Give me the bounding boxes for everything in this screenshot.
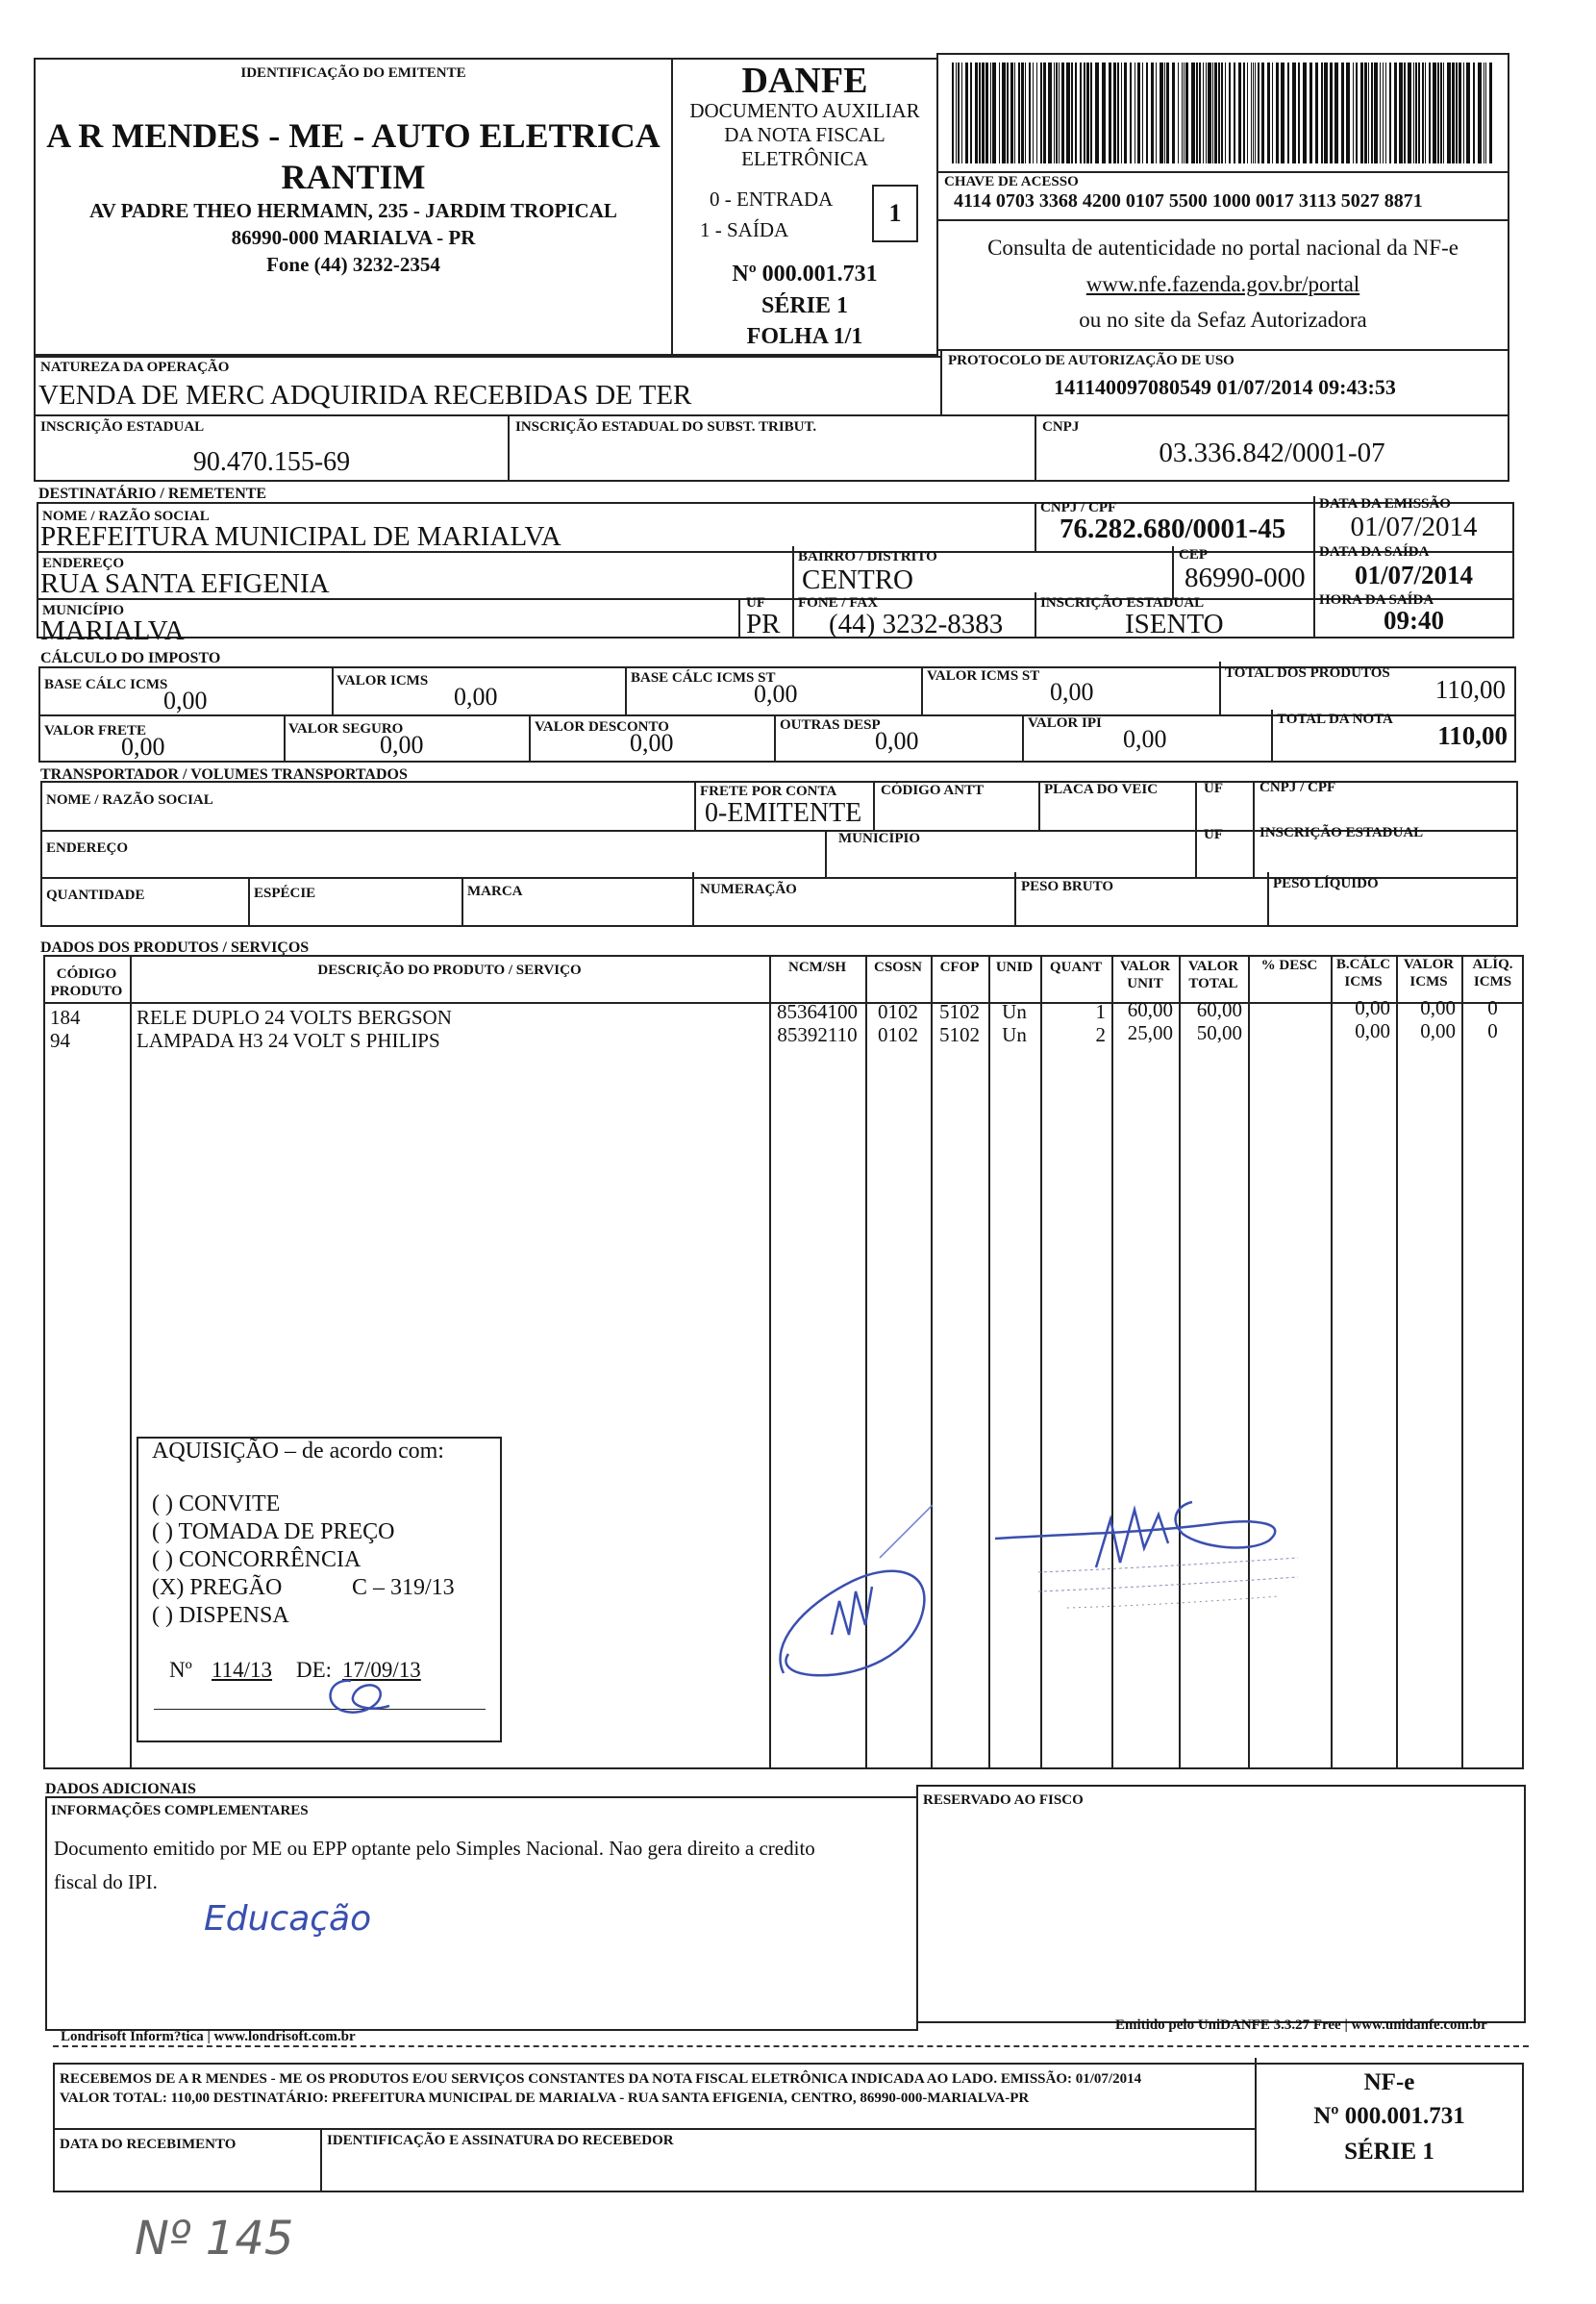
dest-bairro: CENTRO bbox=[802, 564, 913, 595]
dest-nome-label: NOME / RAZÃO SOCIAL bbox=[42, 509, 210, 524]
dest-endereco-label: ENDEREÇO bbox=[42, 556, 125, 571]
barcode-icon bbox=[952, 63, 1495, 163]
danfe-folha: FOLHA 1/1 bbox=[746, 324, 863, 349]
danfe-sub1: DOCUMENTO AUXILIAR bbox=[689, 99, 920, 122]
outras-label: OUTRAS DESP bbox=[780, 717, 881, 733]
total-prod: 110,00 bbox=[1434, 675, 1506, 704]
col-codigo-header: CÓDIGO PRODUTO bbox=[50, 966, 123, 999]
dest-fone: (44) 3232-8383 bbox=[829, 609, 1004, 639]
canhoto-numero: Nº 000.001.731 bbox=[1313, 2103, 1465, 2129]
valor-icms: 0,00 bbox=[454, 683, 498, 711]
info-line2: fiscal do IPI. bbox=[54, 1870, 158, 1893]
col-vunit-header: VALOR UNIT bbox=[1119, 959, 1171, 991]
desconto: 0,00 bbox=[630, 729, 674, 757]
dest-cep-label: CEP bbox=[1179, 547, 1208, 563]
col-csosn-header: CSOSN bbox=[873, 960, 923, 975]
dest-data-saida: 01/07/2014 bbox=[1354, 561, 1473, 589]
adicionais-section-label: DADOS ADICIONAIS bbox=[45, 1781, 196, 1797]
imposto-section-label: CÁLCULO DO IMPOSTO bbox=[40, 650, 221, 666]
chave-portal-link[interactable]: www.nfe.fazenda.gov.br/portal bbox=[1085, 272, 1360, 296]
transp-nome-label: NOME / RAZÃO SOCIAL bbox=[46, 792, 213, 808]
col-vtotal-header: VALOR TOTAL bbox=[1187, 959, 1239, 991]
ie-label: INSCRIÇÃO ESTADUAL bbox=[40, 419, 205, 435]
transp-numeracao-label: NUMERAÇÃO bbox=[700, 882, 797, 897]
ie-value: 90.470.155-69 bbox=[192, 447, 351, 477]
emitente-name-1: A R MENDES - ME - AUTO ELETRICA bbox=[46, 116, 661, 155]
destinatario-section-label: DESTINATÁRIO / REMETENTE bbox=[38, 486, 267, 502]
table-row-2-bicms: 0,00 bbox=[1355, 1019, 1390, 1042]
outras: 0,00 bbox=[875, 727, 919, 755]
col-descricao-header: DESCRIÇÃO DO PRODUTO / SERVIÇO bbox=[317, 963, 582, 978]
table-row-1-cfop: 5102 bbox=[939, 1000, 980, 1023]
table-row-2-csosn: 0102 bbox=[878, 1023, 918, 1046]
stamp-num-label: Nº bbox=[169, 1658, 192, 1682]
canhoto-assinatura-label: IDENTIFICAÇÃO E ASSINATURA DO RECEBEDOR bbox=[327, 2133, 674, 2148]
table-row-2-descricao: LAMPADA H3 24 VOLT S PHILIPS bbox=[137, 1029, 440, 1052]
transp-uf2-label: UF bbox=[1204, 827, 1223, 842]
dest-cep: 86990-000 bbox=[1185, 563, 1306, 593]
signature-2-icon bbox=[990, 1481, 1327, 1625]
transp-uf-label: UF bbox=[1204, 781, 1223, 796]
canhoto-data-label: DATA DO RECEBIMENTO bbox=[60, 2137, 237, 2152]
footer-right: Emitido pelo UniDANFE 3.3.27 Free | www.unidanfe.com.br bbox=[1115, 2017, 1487, 2033]
danfe-title: DANFE bbox=[741, 61, 868, 101]
transp-quantidade-label: QUANTIDADE bbox=[46, 888, 145, 903]
valor-st: 0,00 bbox=[1050, 678, 1094, 706]
cnpj-value: 03.336.842/0001-07 bbox=[1159, 438, 1385, 468]
dest-data-saida-label: DATA DA SAÍDA bbox=[1319, 544, 1430, 560]
base-st: 0,00 bbox=[754, 680, 798, 708]
reservado-fisco-box bbox=[916, 1785, 1526, 2023]
stamp-de-label: DE: bbox=[296, 1658, 333, 1682]
transp-marca-label: MARCA bbox=[467, 884, 523, 899]
handwritten-number: Nº 145 bbox=[135, 2212, 294, 2266]
stamp-pregao: (X) PREGÃO bbox=[152, 1575, 283, 1600]
transp-antt-label: CÓDIGO ANTT bbox=[881, 783, 985, 798]
natureza-value: VENDA DE MERC ADQUIRIDA RECEBIDAS DE TER bbox=[38, 380, 692, 411]
stamp-tomada: ( ) TOMADA DE PREÇO bbox=[152, 1519, 395, 1544]
stamp-de: 17/09/13 bbox=[342, 1658, 421, 1682]
dest-endereco: RUA SANTA EFIGENIA bbox=[40, 568, 330, 599]
transporte-section-label: TRANSPORTADOR / VOLUMES TRANSPORTADOS bbox=[40, 766, 408, 783]
chave-consulta1: Consulta de autenticidade no portal nacional da NF-e bbox=[987, 236, 1459, 260]
emitente-name-2: RANTIM bbox=[281, 158, 426, 196]
col-aliq-header: ALÍQ. ICMS bbox=[1472, 957, 1513, 989]
table-row-1-csosn: 0102 bbox=[878, 1000, 918, 1023]
transp-municipio-label: MUNICÍPIO bbox=[838, 831, 920, 846]
col-unid-header: UNID bbox=[995, 960, 1034, 975]
dest-ie-label: INSCRIÇÃO ESTADUAL bbox=[1040, 595, 1205, 611]
produtos-section-label: DADOS DOS PRODUTOS / SERVIÇOS bbox=[40, 939, 310, 956]
transp-frete-label: FRETE POR CONTA bbox=[700, 784, 837, 799]
protocolo-value: 141140097080549 01/07/2014 09:43:53 bbox=[1054, 375, 1396, 399]
info-complementares-box bbox=[45, 1796, 918, 2031]
danfe-numero: Nº 000.001.731 bbox=[732, 262, 878, 287]
total-prod-label: TOTAL DOS PRODUTOS bbox=[1225, 665, 1390, 681]
table-row-2-quant: 2 bbox=[1095, 1023, 1106, 1046]
footer-left: Londrisoft Inform?tica | www.londrisoft.com.br bbox=[61, 2029, 356, 2044]
dest-cnpj: 76.282.680/0001-45 bbox=[1060, 513, 1286, 544]
natureza-label: NATUREZA DA OPERAÇÃO bbox=[40, 360, 230, 375]
table-row-2-vicms: 0,00 bbox=[1420, 1019, 1456, 1042]
table-row-1-ncm: 85364100 bbox=[777, 1000, 858, 1023]
emitente-section-label: IDENTIFICAÇÃO DO EMITENTE bbox=[240, 65, 466, 81]
transp-peso-bruto-label: PESO BRUTO bbox=[1021, 879, 1113, 894]
ie-st-label: INSCRIÇÃO ESTADUAL DO SUBST. TRIBUT. bbox=[515, 419, 817, 435]
chave-label: CHAVE DE ACESSO bbox=[944, 174, 1079, 189]
col-bicms-header: B.CÁLC ICMS bbox=[1335, 957, 1391, 989]
danfe-sub2: DA NOTA FISCAL bbox=[724, 123, 885, 146]
transp-cnpj-label: CNPJ / CPF bbox=[1259, 780, 1336, 795]
danfe-serie: SÉRIE 1 bbox=[761, 293, 849, 318]
danfe-saida: 1 - SAÍDA bbox=[700, 218, 789, 241]
desconto-label: VALOR DESCONTO bbox=[535, 719, 669, 735]
transp-peso-liquido-label: PESO LÍQUIDO bbox=[1273, 876, 1379, 891]
table-row-1-bicms: 0,00 bbox=[1355, 996, 1390, 1019]
dest-hora: 09:40 bbox=[1384, 606, 1444, 635]
valor-st-label: VALOR ICMS ST bbox=[927, 668, 1040, 684]
dest-bairro-label: BAIRRO / DISTRITO bbox=[798, 549, 937, 564]
danfe-entrada: 0 - ENTRADA bbox=[710, 188, 834, 211]
table-row-1-vunit: 60,00 bbox=[1127, 998, 1173, 1021]
ipi-label: VALOR IPI bbox=[1028, 715, 1102, 731]
base-icms: 0,00 bbox=[163, 687, 208, 714]
fisco-label: RESERVADO AO FISCO bbox=[923, 1792, 1084, 1808]
emitente-address: AV PADRE THEO HERMAMN, 235 - JARDIM TROPICAL bbox=[89, 199, 617, 222]
signature-1-icon bbox=[764, 1500, 957, 1692]
dest-uf: PR bbox=[746, 609, 781, 639]
dest-fone-label: FONE / FAX bbox=[798, 595, 879, 611]
frete-label: VALOR FRETE bbox=[44, 723, 146, 739]
dest-nome: PREFEITURA MUNICIPAL DE MARIALVA bbox=[40, 521, 561, 552]
canhoto-serie: SÉRIE 1 bbox=[1344, 2139, 1434, 2165]
stamp-convite: ( ) CONVITE bbox=[152, 1491, 281, 1516]
col-desc-header: % DESC bbox=[1260, 958, 1318, 973]
base-icms-label: BASE CÁLC ICMS bbox=[44, 677, 168, 692]
dest-hora-label: HORA DA SAÍDA bbox=[1319, 592, 1434, 608]
dest-data-emissao: 01/07/2014 bbox=[1350, 512, 1478, 542]
frete: 0,00 bbox=[121, 733, 165, 761]
info-line1: Documento emitido por ME ou EPP optante pelo Simples Nacional. Nao gera direito a credito bbox=[54, 1837, 815, 1860]
table-row-1-aliq: 0 bbox=[1487, 996, 1498, 1019]
col-cfop-header: CFOP bbox=[939, 960, 980, 975]
base-st-label: BASE CÁLC ICMS ST bbox=[631, 670, 776, 686]
dest-ie: ISENTO bbox=[1125, 609, 1224, 639]
stamp-signature-icon bbox=[312, 1673, 399, 1721]
dest-uf-label: UF bbox=[746, 595, 765, 611]
ipi: 0,00 bbox=[1123, 725, 1167, 753]
col-quant-header: QUANT bbox=[1049, 960, 1103, 975]
table-row-2-cfop: 5102 bbox=[939, 1023, 980, 1046]
table-row-2-vtotal: 50,00 bbox=[1196, 1021, 1242, 1044]
dest-cnpj-label: CNPJ / CPF bbox=[1040, 500, 1117, 515]
canhoto-nfe: NF-e bbox=[1363, 2069, 1415, 2095]
protocolo-label: PROTOCOLO DE AUTORIZAÇÃO DE USO bbox=[948, 353, 1234, 368]
danfe-sub3: ELETRÔNICA bbox=[741, 147, 868, 170]
info-label: INFORMAÇÕES COMPLEMENTARES bbox=[51, 1803, 309, 1818]
total-nota-label: TOTAL DA NOTA bbox=[1277, 712, 1393, 727]
chave-consulta2: ou no site da Sefaz Autorizadora bbox=[1079, 308, 1367, 332]
table-row-2-ncm: 85392110 bbox=[777, 1023, 858, 1046]
col-ncm-header: NCM/SH bbox=[788, 960, 846, 975]
canhoto-line1: RECEBEMOS DE A R MENDES - ME OS PRODUTOS E/OU SERVIÇOS CONSTANTES DA NOTA FISCAL ELETRÔNICA INDICADA AO LADO. EMISSÃO: 01/07/2014 bbox=[60, 2071, 1142, 2087]
seguro: 0,00 bbox=[380, 731, 424, 759]
table-row-1-descricao: RELE DUPLO 24 VOLTS BERGSON bbox=[137, 1006, 452, 1029]
table-row-2-vunit: 25,00 bbox=[1127, 1021, 1173, 1044]
transp-especie-label: ESPÉCIE bbox=[254, 886, 316, 901]
emitente-city: 86990-000 MARIALVA - PR bbox=[231, 226, 476, 249]
stamp-title: AQUISIÇÃO – de acordo com: bbox=[152, 1439, 444, 1464]
table-row-1-vicms: 0,00 bbox=[1420, 996, 1456, 1019]
table-row-1-unid: Un bbox=[1002, 1000, 1027, 1023]
valor-icms-label: VALOR ICMS bbox=[337, 673, 429, 689]
handwritten-educacao: Educação bbox=[204, 1899, 372, 1939]
stamp-dispensa: ( ) DISPENSA bbox=[152, 1603, 289, 1628]
transp-endereco-label: ENDEREÇO bbox=[46, 840, 129, 856]
transp-placa-label: PLACA DO VEIC bbox=[1044, 782, 1159, 797]
table-row-1-vtotal: 60,00 bbox=[1196, 998, 1242, 1021]
dest-data-emissao-label: DATA DA EMISSÃO bbox=[1319, 496, 1451, 512]
cnpj-label: CNPJ bbox=[1042, 419, 1080, 435]
danfe-tipo-box: 1 bbox=[872, 185, 918, 242]
stamp-pregao-num: C – 319/13 bbox=[352, 1575, 455, 1600]
table-row-2-aliq: 0 bbox=[1487, 1019, 1498, 1042]
seguro-label: VALOR SEGURO bbox=[288, 721, 404, 737]
emitente-phone: Fone (44) 3232-2354 bbox=[266, 253, 440, 276]
dest-municipio-label: MUNICÍPIO bbox=[42, 603, 124, 618]
cut-line bbox=[53, 2045, 1529, 2047]
canhoto-line2: VALOR TOTAL: 110,00 DESTINATÁRIO: PREFEITURA MUNICIPAL DE MARIALVA - RUA SANTA EFIGENIA, CENTRO, 86990-000-MARIALVA-PR bbox=[60, 2091, 1030, 2106]
stamp-concorrencia: ( ) CONCORRÊNCIA bbox=[152, 1547, 362, 1572]
total-nota: 110,00 bbox=[1437, 721, 1508, 750]
col-vicms-header: VALOR ICMS bbox=[1403, 957, 1455, 989]
table-row-2-unid: Un bbox=[1002, 1023, 1027, 1046]
stamp-num: 114/13 bbox=[212, 1658, 273, 1682]
table-row-2-codigo: 94 bbox=[50, 1029, 70, 1052]
table-row-1-quant: 1 bbox=[1095, 1000, 1106, 1023]
table-row-1-codigo: 184 bbox=[50, 1006, 81, 1029]
transp-frete: 0-EMITENTE bbox=[705, 798, 862, 828]
dest-municipio: MARIALVA bbox=[40, 615, 185, 646]
chave-value: 4114 0703 3368 4200 0107 5500 1000 0017 3113 5027 8871 bbox=[954, 190, 1423, 212]
transp-ie-label: INSCRIÇÃO ESTADUAL bbox=[1259, 825, 1424, 840]
